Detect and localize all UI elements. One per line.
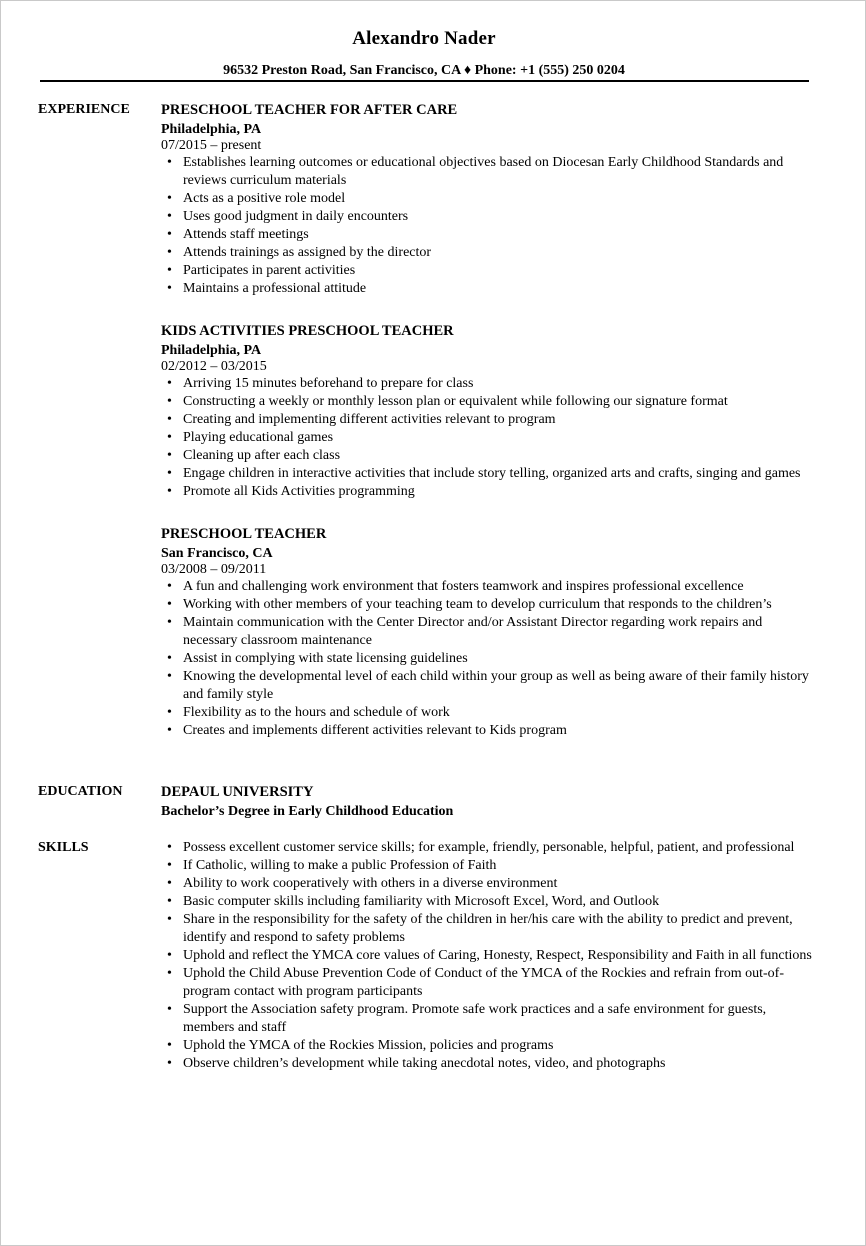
- duty-item: • Uses good judgment in daily encounters: [161, 208, 813, 226]
- duty-item: • Cleaning up after each class: [161, 447, 813, 465]
- school-name: DEPAUL UNIVERSITY: [161, 784, 314, 800]
- job-duties: [161, 578, 813, 740]
- duty-item: • Maintain communication with the Center Director and/or Assistant Director regarding work repairs and necessary classroom maintenance: [161, 614, 813, 650]
- skill-item: • Support the Association safety program. Promote safe work practices and a safe environment for guests, members and staff: [161, 1001, 813, 1037]
- skill-item: • Observe children’s development while taking anecdotal notes, video, and photographs: [161, 1055, 813, 1073]
- duty-item: • Flexibility as to the hours and schedule of work: [161, 704, 813, 722]
- duty-item: • Attends trainings as assigned by the director: [161, 244, 813, 262]
- education-body: [161, 783, 813, 821]
- duty-item: • Constructing a weekly or monthly lesson plan or equivalent while following our signature format: [161, 393, 813, 411]
- skill-item: • Uphold and reflect the YMCA core values of Caring, Honesty, Respect, Responsibility and Faith in all functions: [161, 947, 813, 965]
- skill-item: • Ability to work cooperatively with others in a diverse environment: [161, 875, 813, 893]
- resume-header: [40, 26, 808, 80]
- header-divider: [40, 80, 809, 82]
- duty-item: • Promote all Kids Activities programming: [161, 483, 813, 501]
- job-entry: [161, 525, 813, 740]
- skill-item: • If Catholic, willing to make a public Profession of Faith: [161, 857, 813, 875]
- duty-item: • Playing educational games: [161, 429, 813, 447]
- job-duties: [161, 154, 813, 298]
- duty-item: • Participates in parent activities: [161, 262, 813, 280]
- skills-body: [161, 839, 813, 1073]
- skill-item: • Uphold the Child Abuse Prevention Code of Conduct of the YMCA of the Rockies and refrain from out-of-program contact with program participants: [161, 965, 813, 1001]
- duty-item: • Engage children in interactive activities that include story telling, organized arts and crafts, singing and games: [161, 465, 813, 483]
- duty-item: • Arriving 15 minutes beforehand to prepare for class: [161, 375, 813, 393]
- skills-list: [161, 839, 813, 1073]
- job-location: Philadelphia, PA: [161, 122, 262, 137]
- job-location: Philadelphia, PA: [161, 343, 262, 358]
- job-title: PRESCHOOL TEACHER FOR AFTER CARE: [161, 102, 458, 118]
- experience-body: [161, 101, 813, 764]
- duty-item: • Knowing the developmental level of each child within your group as well as being aware of their family history and family style: [161, 668, 813, 704]
- job-dates: 07/2015 – present: [161, 138, 262, 153]
- job-location: San Francisco, CA: [161, 546, 273, 561]
- job-entry: [161, 101, 813, 298]
- skill-item: • Possess excellent customer service skills; for example, friendly, personable, helpful, patient, and professional: [161, 839, 813, 857]
- job-dates: 02/2012 – 03/2015: [161, 359, 267, 374]
- skills-label: SKILLS: [38, 840, 89, 855]
- duty-item: • A fun and challenging work environment that fosters teamwork and inspires professional excellence: [161, 578, 813, 596]
- skill-item: • Uphold the YMCA of the Rockies Mission, policies and programs: [161, 1037, 813, 1055]
- duty-item: • Maintains a professional attitude: [161, 280, 813, 298]
- experience-label: EXPERIENCE: [38, 102, 130, 117]
- job-title: KIDS ACTIVITIES PRESCHOOL TEACHER: [161, 323, 454, 339]
- job-dates: 03/2008 – 09/2011: [161, 562, 267, 577]
- duty-item: • Establishes learning outcomes or educational objectives based on Diocesan Early Childhood Standards and reviews curriculum materials: [161, 154, 813, 190]
- job-duties: [161, 375, 813, 501]
- skill-item: • Share in the responsibility for the safety of the children in her/his care with the ability to predict and prevent, identify and respond to safety problems: [161, 911, 813, 947]
- candidate-name: Alexandro Nader: [352, 28, 496, 49]
- duty-item: • Attends staff meetings: [161, 226, 813, 244]
- skill-item: • Basic computer skills including familiarity with Microsoft Excel, Word, and Outlook: [161, 893, 813, 911]
- duty-item: • Creating and implementing different activities relevant to program: [161, 411, 813, 429]
- duty-item: • Assist in complying with state licensing guidelines: [161, 650, 813, 668]
- job-title: PRESCHOOL TEACHER: [161, 526, 327, 542]
- duty-item: • Creates and implements different activities relevant to Kids program: [161, 722, 813, 740]
- education-label: EDUCATION: [38, 784, 123, 799]
- duty-item: • Working with other members of your teaching team to develop curriculum that responds to the children’s: [161, 596, 813, 614]
- duty-item: • Acts as a positive role model: [161, 190, 813, 208]
- job-entry: [161, 322, 813, 501]
- contact-line: 96532 Preston Road, San Francisco, CA ♦ Phone: +1 (555) 250 0204: [223, 63, 625, 78]
- degree: Bachelor’s Degree in Early Childhood Education: [161, 804, 454, 819]
